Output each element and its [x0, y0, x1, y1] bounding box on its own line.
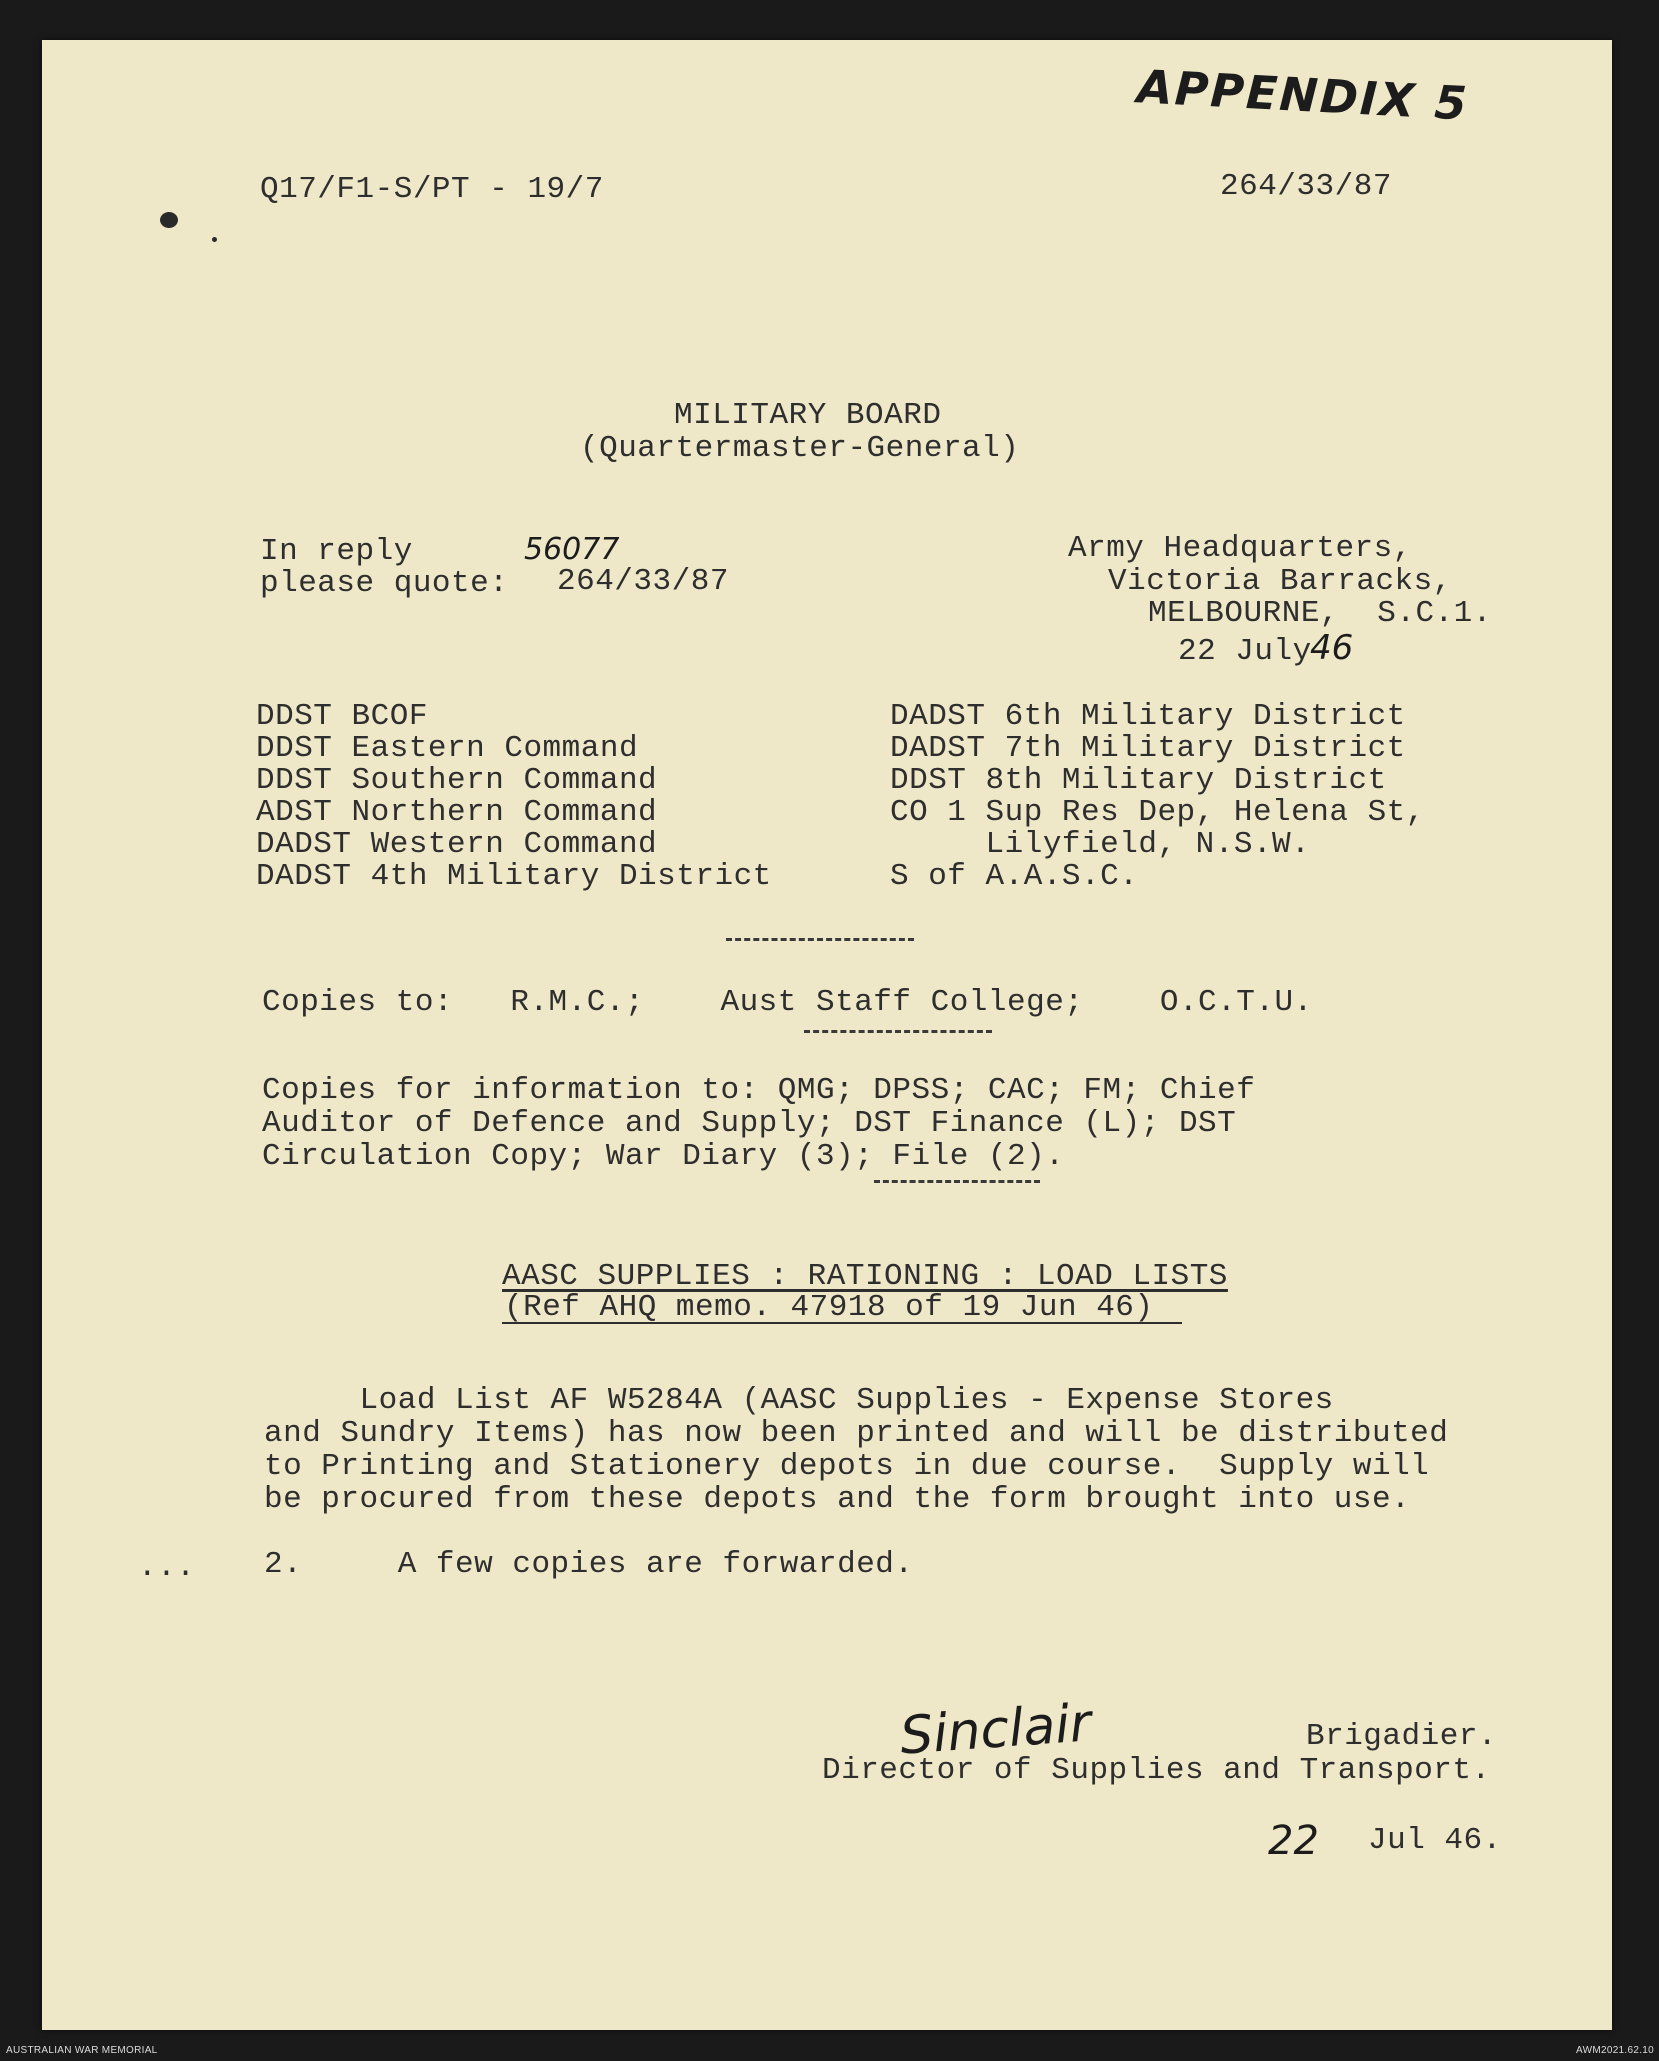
distribution-item: DADST Western Command	[256, 827, 658, 862]
subject-underline	[502, 1322, 1182, 1324]
separator-rule	[804, 1030, 992, 1033]
body-paragraph-line: to Printing and Stationery depots in due course. Supply will	[264, 1449, 1430, 1484]
distribution-item: CO 1 Sup Res Dep, Helena St,	[890, 795, 1425, 830]
reply-quote-number: 264/33/87	[557, 564, 729, 599]
signatory-rank: Brigadier.	[1306, 1719, 1498, 1754]
distribution-item: DDST Eastern Command	[256, 731, 639, 766]
reply-handwritten-number: 56077	[524, 532, 620, 567]
copies-info-line: Auditor of Defence and Supply; DST Finance (L); DST	[262, 1106, 1237, 1141]
footer-right: AWM2021.62.10	[1576, 2045, 1655, 2056]
subject-reference: (Ref AHQ memo. 47918 of 19 Jun 46)	[504, 1290, 1154, 1325]
reply-label-2: please quote:	[260, 566, 509, 601]
address-date-typed: 22 July	[1178, 634, 1312, 669]
address-line-2: Victoria Barracks,	[1108, 564, 1452, 599]
reply-label-1: In reply	[260, 534, 413, 569]
copies-info-line: Copies for information to: QMG; DPSS; CAC; FM; Chief	[262, 1073, 1256, 1108]
distribution-item: DADST 7th Military District	[890, 731, 1406, 766]
body-paragraph-2: 2. A few copies are forwarded.	[264, 1547, 914, 1582]
distribution-item: Lilyfield, N.S.W.	[890, 827, 1311, 862]
punch-mark	[160, 212, 178, 228]
letterhead-title: MILITARY BOARD	[674, 398, 942, 433]
body-paragraph-line: and Sundry Items) has now been printed and will be distributed	[264, 1416, 1449, 1451]
separator-rule	[874, 1180, 1040, 1183]
copies-to-line: Copies to: R.M.C.; Aust Staff College; O.C.T.U.	[262, 985, 1313, 1020]
file-reference-left: Q17/F1-S/PT - 19/7	[260, 172, 604, 207]
margin-mark: ...	[138, 1550, 196, 1585]
distribution-item: S of A.A.S.C.	[890, 859, 1139, 894]
signatory-title: Director of Supplies and Transport.	[822, 1753, 1491, 1788]
distribution-item: DDST 8th Military District	[890, 763, 1387, 798]
address-date-handwritten: 46	[1310, 628, 1354, 668]
body-paragraph-line: be procured from these depots and the form brought into use.	[264, 1482, 1411, 1517]
punch-mark	[212, 237, 217, 242]
distribution-item: DADST 4th Military District	[256, 859, 772, 894]
document-page	[42, 40, 1612, 2030]
address-line-1: Army Headquarters,	[1068, 531, 1412, 566]
address-line-3: MELBOURNE, S.C.1.	[1148, 596, 1492, 631]
body-paragraph-line: Load List AF W5284A (AASC Supplies - Expense Stores	[264, 1383, 1334, 1418]
signature-date-handwritten: 22	[1268, 1818, 1319, 1864]
distribution-item: ADST Northern Command	[256, 795, 658, 830]
distribution-item: DADST 6th Military District	[890, 699, 1406, 734]
signature-date-typed: Jul 46.	[1368, 1823, 1502, 1858]
file-reference-right: 264/33/87	[1220, 169, 1392, 204]
footer-left: AUSTRALIAN WAR MEMORIAL	[6, 2045, 158, 2056]
distribution-item: DDST BCOF	[256, 699, 428, 734]
signature: Sinclair	[898, 1693, 1094, 1767]
separator-rule	[726, 938, 914, 941]
subject-title: AASC SUPPLIES : RATIONING : LOAD LISTS	[502, 1259, 1228, 1294]
letterhead-subtitle: (Quartermaster-General)	[580, 431, 1020, 466]
distribution-item: DDST Southern Command	[256, 763, 658, 798]
copies-info-line: Circulation Copy; War Diary (3); File (2).	[262, 1139, 1065, 1174]
appendix-annotation: APPENDIX 5	[1135, 59, 1470, 131]
